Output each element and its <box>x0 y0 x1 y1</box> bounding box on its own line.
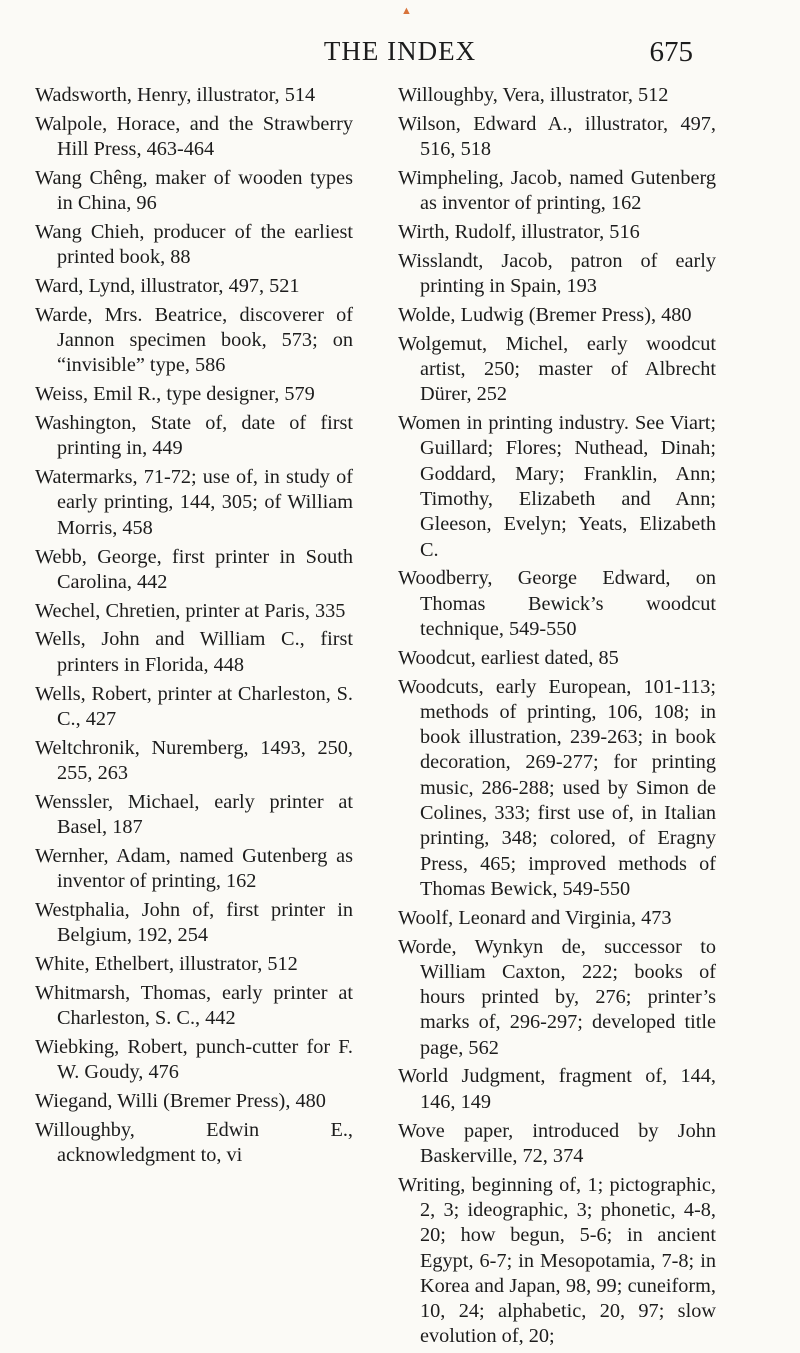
index-entry: Wirth, Rudolf, illustrator, 516 <box>398 220 640 243</box>
index-entry: Wiebking, Robert, punch-cutter for F. W. Goudy, 476 <box>35 1035 353 1084</box>
index-entry: Ward, Lynd, illustrator, 497, 521 <box>35 275 300 298</box>
index-entry: Weltchronik, Nuremberg, 1493, 250, 255, 263 <box>35 736 353 784</box>
index-entry: Washington, State of, date of first printing in, 449 <box>35 412 353 460</box>
index-entry: Wolde, Ludwig (Bremer Press), 480 <box>398 303 692 326</box>
index-entry: Women in printing industry. See Viart; Guillard; Flores; Nuthead, Dinah; Goddard, Mary; Franklin, Ann; Timothy, Elizabeth and Ann; Gleeson, Evelyn; Yeats, Elizabeth C. <box>398 412 716 561</box>
printer-mark-icon: ▲ <box>401 5 412 17</box>
left-column <box>35 83 353 1172</box>
right-column <box>398 83 716 1353</box>
index-entry: Wells, Robert, printer at Charleston, S. C., 427 <box>35 682 353 730</box>
index-entry: Wells, John and William C., first printers in Florida, 448 <box>35 628 353 676</box>
index-entry: Wolgemut, Michel, early woodcut artist, 250; master of Albrecht Dürer, 252 <box>398 332 716 406</box>
index-entry: Watermarks, 71-72; use of, in study of early printing, 144, 305; of William Morris, 458 <box>35 466 353 539</box>
index-entry: Wove paper, introduced by John Baskerville, 72, 374 <box>398 1119 716 1167</box>
index-entry: Westphalia, John of, first printer in Belgium, 192, 254 <box>35 898 353 947</box>
index-entry: Wiegand, Willi (Bremer Press), 480 <box>35 1089 326 1112</box>
index-entry: Wernher, Adam, named Gutenberg as inventor of printing, 162 <box>35 844 353 893</box>
running-title: THE INDEX <box>323 36 477 66</box>
index-entry: Worde, Wynkyn de, successor to William Caxton, 222; books of hours printed by, 276; printer’s marks of, 296-297; developed title page, 562 <box>398 935 716 1059</box>
index-entry: Warde, Mrs. Beatrice, discoverer of Jannon specimen book, 573; on “invisible” type, 586 <box>35 303 353 377</box>
page-header <box>0 38 800 78</box>
index-entry: Wang Chêng, maker of wooden types in China, 96 <box>35 166 353 215</box>
index-entry: Woodberry, George Edward, on Thomas Bewick’s woodcut technique, 549-550 <box>398 567 716 640</box>
index-entry: Wisslandt, Jacob, patron of early printing in Spain, 193 <box>398 249 716 298</box>
index-entry: Wadsworth, Henry, illustrator, 514 <box>35 84 316 106</box>
page-number: 675 <box>649 36 693 68</box>
index-entry: Woodcut, earliest dated, 85 <box>398 646 619 669</box>
index-entry: Woodcuts, early European, 101-113; methods of printing, 106, 108; in book illustration, 239-263; in book decoration, 269-277; for printing music, 286-288; used by Simon de Colines, 333; first use of, in Italian printing, 348; colored, of Eragny Press, 465; improved methods of Thomas Bewick, 549-550 <box>398 675 716 900</box>
index-entry: Willoughby, Vera, illustrator, 512 <box>398 84 669 106</box>
index-entry: Wilson, Edward A., illustrator, 497, 516, 518 <box>398 112 716 161</box>
index-entry: Writing, beginning of, 1; pictographic, 2, 3; ideographic, 3; phonetic, 4-8, 20; how begun, 5-6; in ancient Egypt, 6-7; in Mesopotamia, 7-8; in Korea and Japan, 98, 99; cuneiform, 10, 24; alphabetic, 20, 97; slow evolution of, 20; <box>398 1173 716 1348</box>
index-entry: Woolf, Leonard and Virginia, 473 <box>398 906 672 929</box>
index-entry: Wimpheling, Jacob, named Gutenberg as inventor of printing, 162 <box>398 166 716 215</box>
index-entry: Whitmarsh, Thomas, early printer at Charleston, S. C., 442 <box>35 981 353 1030</box>
index-entry: Walpole, Horace, and the Strawberry Hill Press, 463-464 <box>35 112 353 161</box>
index-entry: World Judgment, fragment of, 144, 146, 149 <box>398 1065 716 1113</box>
index-entry: Wang Chieh, producer of the earliest printed book, 88 <box>35 220 353 269</box>
index-entry: Wenssler, Michael, early printer at Basel, 187 <box>35 790 353 839</box>
index-entry: Willoughby, Edwin E., acknowledgment to, vi <box>35 1118 353 1167</box>
index-entry: Wechel, Chretien, printer at Paris, 335 <box>35 599 346 622</box>
index-entry: Webb, George, first printer in South Carolina, 442 <box>35 545 353 593</box>
index-entry: White, Ethelbert, illustrator, 512 <box>35 953 298 975</box>
index-entry: Weiss, Emil R., type designer, 579 <box>35 383 315 406</box>
